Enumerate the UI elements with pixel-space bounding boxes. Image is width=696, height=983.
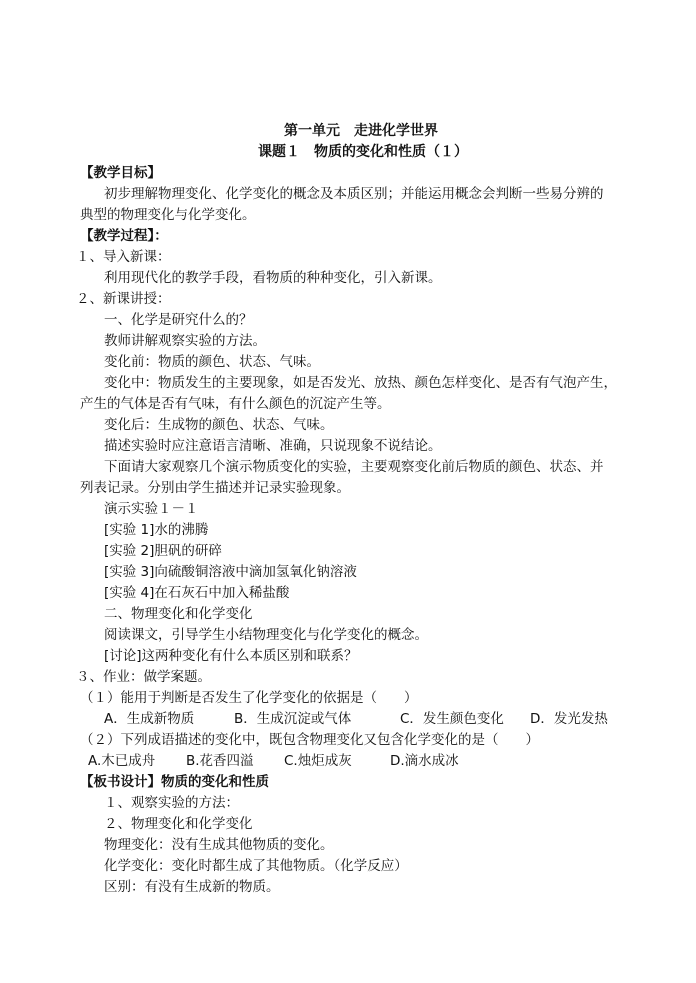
section-1-text: 利用现代化的教学手段，看物质的种种变化，引入新课。 [104,270,442,286]
question-2: 二、物理变化和化学变化 [104,606,253,622]
homework-2: （２）下列成语描述的变化中，既包含物理变化又包含化学变化的是（ ） [80,732,539,748]
experiment-3: [实验 3]向硫酸铜溶液中滴加氢氧化钠溶液 [104,564,357,580]
after-change: 变化后：生成物的颜色、状态、气味。 [104,417,334,433]
homework-1-option-d: D．发光发热 [530,711,608,727]
goal-line-1: 初步理解物理变化、化学变化的概念及本质区别；并能运用概念会判断一些易分辨的 [104,186,604,202]
homework-1-option-a: A．生成新物质 [104,711,195,727]
homework-2-option-b: B.花香四溢 [186,753,254,769]
section-2-title: ２、新课讲授： [76,291,171,307]
lesson-title: 课题１ 物质的变化和性质（１） [258,144,468,160]
during-change-1: 变化中：物质发生的主要现象，如是否发光、放热、颜色怎样变化、是否有气泡产生， [104,375,617,391]
board-item-1: １、观察实验的方法： [104,795,239,811]
homework-2-option-a: A.木已成舟 [88,753,156,769]
question-1: 一、化学是研究什么的？ [104,312,253,328]
unit-title: 第一单元 走进化学世界 [284,123,438,139]
reading-text: 阅读课文，引导学生小结物理变化与化学变化的概念。 [104,627,428,643]
homework-1-option-c: C．发生颜色变化 [400,711,504,727]
discussion-text: [讨论]这两种变化有什么本质区别和联系？ [104,648,358,664]
teacher-explain: 教师讲解观察实验的方法。 [104,333,266,349]
observe-line-2: 列表记录。分别由学生描述并记录实验现象。 [80,480,350,496]
homework-1: （１）能用于判断是否发生了化学变化的依据是（ ） [80,690,418,706]
goal-heading: 【教学目标】 [80,165,161,181]
homework-2-option-d: D.滴水成冰 [390,753,459,769]
section-1-title: １、导入新课： [76,249,171,265]
board-heading: 【板书设计】物质的变化和性质 [80,774,269,790]
board-item-2: ２、物理变化和化学变化 [104,816,253,832]
observe-line-1: 下面请大家观察几个演示物质变化的实验，主要观察变化前后物质的颜色、状态、并 [104,459,604,475]
section-3-title: ３、作业：做学案题。 [76,669,211,685]
board-physical-change: 物理变化：没有生成其他物质的变化。 [104,837,334,853]
homework-1-option-b: B．生成沉淀或气体 [234,711,352,727]
experiment-2: [实验 2]胆矾的研碎 [104,543,222,559]
board-difference: 区别：有没有生成新的物质。 [104,879,280,895]
experiment-1: [实验 1]水的沸腾 [104,522,209,538]
homework-2-option-c: C.烛炬成灰 [284,753,352,769]
demo-title: 演示实验１－１ [104,501,199,517]
describe-note: 描述实验时应注意语言清晰、准确，只说现象不说结论。 [104,438,442,454]
during-change-2: 产生的气体是否有气味，有什么颜色的沉淀产生等。 [80,396,391,412]
before-change: 变化前：物质的颜色、状态、气味。 [104,354,320,370]
goal-line-2: 典型的物理变化与化学变化。 [80,207,256,223]
experiment-4: [实验 4]在石灰石中加入稀盐酸 [104,585,290,601]
board-chemical-change: 化学变化：变化时都生成了其他物质。（化学反应） [104,858,408,874]
process-heading: 【教学过程】： [80,228,168,244]
